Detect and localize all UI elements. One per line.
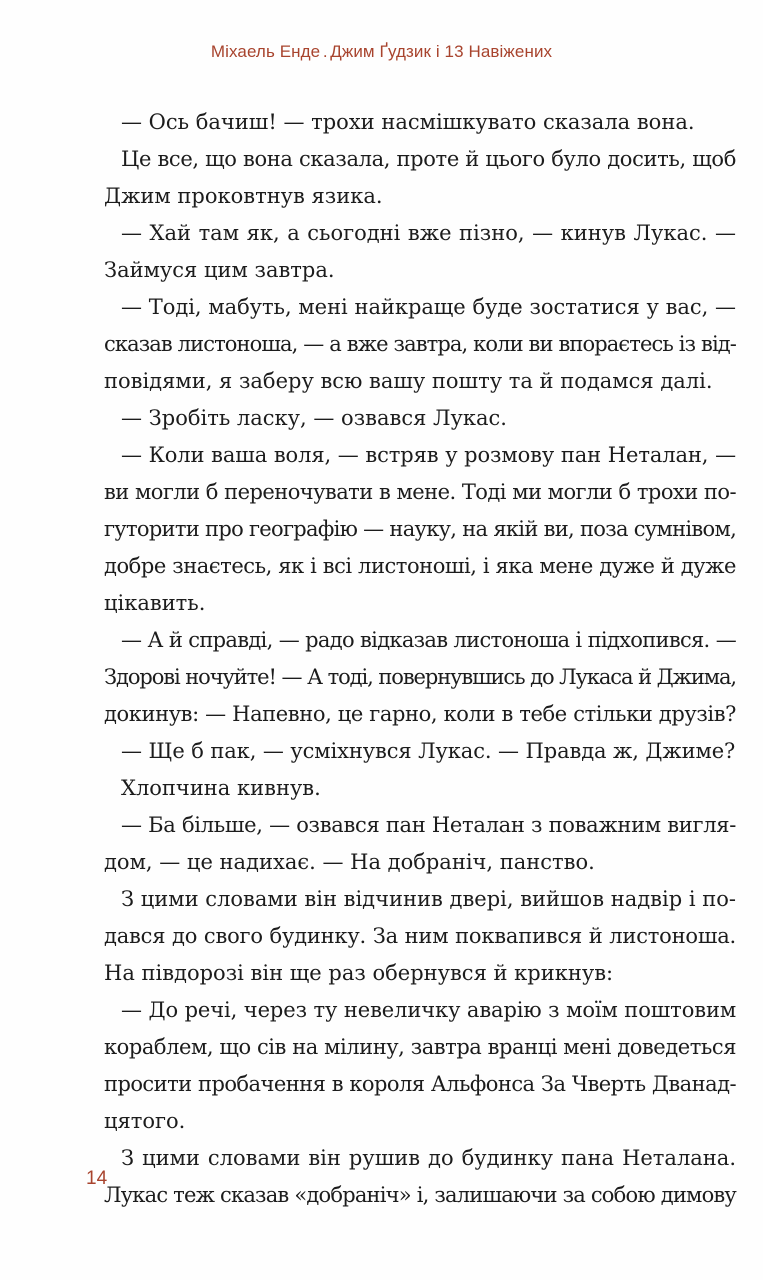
text-line: Хлопчина кивнув. [121,776,321,800]
header-title: Джим Ґудзик і 13 Навіжених [330,42,553,61]
text-line: На півдорозі він ще раз обернувся й крикнув: [104,961,614,985]
text-line: — Ба більше, — озвався пан Неталан з поважним вигля- [121,813,736,837]
text-line: — А й справді, — радо відказав листоноша і підхопився. — [121,628,736,652]
text-line: — До речі, через ту невеличку аварію з моїм поштовим [121,998,737,1022]
header-separator: . [322,42,328,61]
text-line: — Коли ваша воля, — встряв у розмову пан Неталан, — [121,443,736,467]
text-line: просити пробачення в короля Альфонса За Чверть Дванад- [104,1072,736,1096]
text-line: — Ще б пак, — усміхнувся Лукас. — Правда ж, Джиме? [121,739,736,763]
text-line: Лукас теж сказав «добраніч» і, залишаючи за собою димову [104,1183,736,1207]
text-line: сказав листоноша, — а вже завтра, коли ви впораєтесь із від- [104,332,736,356]
text-line: Це все, що вона сказала, проте й цього було досить, щоб [121,147,736,171]
text-line: докинув: — Напевно, це гарно, коли в тебе стільки друзів? [104,702,736,726]
text-line: добре знаєтесь, як і всі листоноші, і яка мене дуже й дуже [104,554,736,578]
text-line: Здорові ночуйте! — А тоді, повернувшись до Лукаса й Джима, [104,665,736,689]
text-line: цікавить. [104,591,206,615]
header-author: Міхаель Енде [210,42,321,61]
text-line: повідями, я заберу всю вашу пошту та й подамся далі. [104,369,713,393]
text-line: дом, — це надихає. — На добраніч, панство. [104,850,595,874]
text-line: кораблем, що сів на мілину, завтра вранці мені доведеться [104,1035,736,1059]
text-line: ви могли б переночувати в мене. Тоді ми могли б трохи по- [104,480,736,504]
text-line: Займуся цим завтра. [104,258,335,282]
text-line: — Хай там як, а сьогодні вже пізно, — кинув Лукас. — [121,221,736,245]
text-line: — Зробіть ласку, — озвався Лукас. [121,406,507,430]
running-header [0,42,763,62]
text-line: дався до свого будинку. За ним поквапився й листоноша. [104,924,736,948]
text-line: З цими словами він відчинив двері, вийшов надвір і по- [121,887,736,911]
text-line: З цими словами він рушив до будинку пана Неталана. [121,1146,736,1170]
text-line: — Тоді, мабуть, мені найкраще буде зостатися у вас, — [121,295,736,319]
text-line: гуторити про географію — науку, на якій ви, поза сумнівом, [104,517,737,541]
text-line: цятого. [104,1109,186,1133]
page-number: 14 [86,1168,108,1189]
body-text [104,104,736,1214]
text-line: Джим проковтнув язика. [104,184,383,208]
text-line: — Ось бачиш! — трохи насмішкувато сказала вона. [121,110,695,134]
